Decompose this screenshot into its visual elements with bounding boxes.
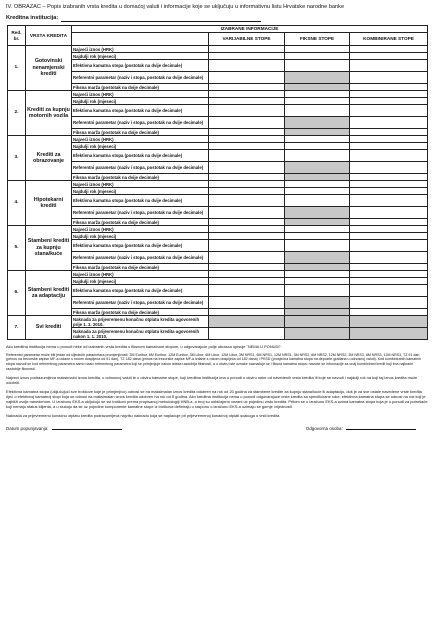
param-label: Naknada za prijevremenu konačnu otplatu kredita ugovorenih nakon 1. 1. 2010. (72, 328, 209, 340)
value-cell-komb[interactable] (350, 143, 428, 150)
param-label: Fiksna marža (postotak na dvije decimale) (72, 84, 209, 91)
person-field[interactable] (346, 424, 416, 430)
credit-type: Stambeni krediti za adaptaciju (26, 271, 72, 316)
value-cell-fix (285, 328, 350, 340)
value-cell-fix[interactable] (285, 207, 350, 219)
date-block (6, 424, 122, 431)
value-cell-komb[interactable] (350, 271, 428, 278)
param-label: Efektivna kamatna stopa (postotak na dvije decimale) (72, 60, 209, 72)
value-cell-fix[interactable] (285, 188, 350, 195)
value-cell-fix[interactable] (285, 150, 350, 162)
value-cell-var[interactable] (209, 150, 285, 162)
param-label: Fiksna marža (postotak na dvije decimale) (72, 309, 209, 316)
param-label: Efektivna kamatna stopa (postotak na dvije decimale) (72, 285, 209, 297)
credit-type: Gotovinski nenamjenski krediti (26, 46, 72, 91)
value-cell-fix[interactable] (285, 219, 350, 226)
header-blank (72, 33, 209, 46)
header-varijabilne: VARIJABILNE STOPE (209, 33, 285, 46)
value-cell-fix[interactable] (285, 143, 350, 150)
header-izabrane: IZABRANE INFORMACIJE (72, 26, 428, 33)
value-cell-komb[interactable] (350, 84, 428, 91)
credit-type: Stambeni krediti za kupnju stana/kuće (26, 226, 72, 271)
value-cell-komb[interactable] (350, 195, 428, 207)
value-cell-var[interactable] (209, 98, 285, 105)
value-cell-var[interactable] (209, 264, 285, 271)
value-cell-fix[interactable] (285, 252, 350, 264)
value-cell-komb[interactable] (350, 207, 428, 219)
row-number: 6. (8, 271, 26, 316)
value-cell-fix[interactable] (285, 46, 350, 53)
value-cell-fix[interactable] (285, 278, 350, 285)
date-label: Datum popunjavanja: (6, 425, 49, 431)
value-cell-fix[interactable] (285, 84, 350, 91)
value-cell-var[interactable] (209, 285, 285, 297)
value-cell-var[interactable] (209, 129, 285, 136)
value-cell-fix[interactable] (285, 271, 350, 278)
value-cell-komb[interactable] (350, 188, 428, 195)
note-4: Efektivna kamatna stopa (uključujući sve troškove koje je primjenjivo) odnosi se na maksimalan iznos kredita odobren na rok od 20 godina za stambene kredite za kupnju stana/kuće ili adaptaciju, dok je za sve ostale navedene vrste kredita riječ o efektivnoj kamatnoj stopi koja se odnosi na maksimalan iznos kredita odobren na rok od 5 godina. Ako kreditna institucija nema u ponudi odgovarajuće vrste kredita sa specificirane roke, efektivna kamatna stopa se odnosi na rok koji je najbliži ovdje navedenom. U izračunu EKS-a uključuju se svi troškovi prema propisanoj metodologiji HNB-a, a broj su uobičajeno vezani uz pojedinu vrstu kredita. Pritom se u izračunu EKS-a uzima kamatna stopa koja je u ponudi za potrošače koji nemaju status klijenta, a u slučaju da se uz pojedine komponente kamatne stope iz troškova definiraju u rasponu u izračunu EKS-a uzimaju se gornje vrijednosti. (6, 388, 428, 410)
value-cell-var[interactable] (209, 105, 285, 117)
row-number: 4. (8, 181, 26, 226)
credit-type: Hipotekarni krediti (26, 181, 72, 226)
value-cell-var[interactable] (209, 328, 285, 340)
value-cell-fix[interactable] (285, 136, 350, 143)
value-cell-fix[interactable] (285, 53, 350, 60)
value-cell-fix[interactable] (285, 105, 350, 117)
value-cell-fix[interactable] (285, 174, 350, 181)
param-label: Najdulji rok (mjeseci) (72, 233, 209, 240)
value-cell-komb (350, 328, 428, 340)
value-cell-fix[interactable] (285, 285, 350, 297)
value-cell-komb[interactable] (350, 252, 428, 264)
table-row (8, 226, 428, 233)
value-cell-var[interactable] (209, 188, 285, 195)
value-cell-komb[interactable] (350, 264, 428, 271)
value-cell-var[interactable] (209, 309, 285, 316)
param-label: Referentni parametar (naziv i stopa, postotak na dvije decimale) (72, 162, 209, 174)
param-label: Fiksna marža (postotak na dvije decimale) (72, 264, 209, 271)
header-kombinirane: KOMBINIRANE STOPE (350, 33, 428, 46)
value-cell-var[interactable] (209, 226, 285, 233)
institution-line (6, 15, 431, 22)
value-cell-komb[interactable] (350, 98, 428, 105)
value-cell-fix[interactable] (285, 98, 350, 105)
value-cell-fix[interactable] (285, 60, 350, 72)
value-cell-komb[interactable] (350, 136, 428, 143)
value-cell-var[interactable] (209, 162, 285, 174)
value-cell-fix[interactable] (285, 162, 350, 174)
value-cell-komb[interactable] (350, 46, 428, 53)
value-cell-komb[interactable] (350, 60, 428, 72)
value-cell-var[interactable] (209, 297, 285, 309)
value-cell-fix[interactable] (285, 91, 350, 98)
value-cell-komb[interactable] (350, 117, 428, 129)
param-label: Fiksna marža (postotak na dvije decimale) (72, 174, 209, 181)
table-row (8, 316, 428, 328)
value-cell-komb[interactable] (350, 162, 428, 174)
param-label: Najveći iznos (HRK) (72, 136, 209, 143)
value-cell-fix[interactable] (285, 264, 350, 271)
value-cell-komb[interactable] (350, 105, 428, 117)
value-cell-komb[interactable] (350, 181, 428, 188)
value-cell-komb[interactable] (350, 174, 428, 181)
param-label: Najveći iznos (HRK) (72, 46, 209, 53)
value-cell-komb[interactable] (350, 72, 428, 84)
param-label: Referentni parametar (naziv i stopa, postotak na dvije decimale) (72, 117, 209, 129)
value-cell-komb[interactable] (350, 285, 428, 297)
credit-type: Krediti za obrazovanje (26, 136, 72, 181)
value-cell-var[interactable] (209, 271, 285, 278)
param-label: Najdulji rok (mjeseci) (72, 278, 209, 285)
value-cell-var[interactable] (209, 143, 285, 150)
value-cell-var[interactable] (209, 84, 285, 91)
param-label: Najdulji rok (mjeseci) (72, 143, 209, 150)
note-1: Ako kreditna institucija nema u ponudi neke od izabranih vrsta kredita s fiksnom kamatnom stopom, u odgovarajuće polje obrasca upisuje "NEMA U PONUDI". (6, 344, 282, 349)
row-number: 7. (8, 316, 26, 340)
param-label: Naknada za prijevremenu konačnu otplatu kredita ugovorenih prije 1. 1. 2010. (72, 316, 209, 328)
param-label: Najdulji rok (mjeseci) (72, 53, 209, 60)
value-cell-var[interactable] (209, 91, 285, 98)
value-cell-komb[interactable] (350, 91, 428, 98)
value-cell-fix[interactable] (285, 181, 350, 188)
param-label: Najveći iznos (HRK) (72, 91, 209, 98)
value-cell-var[interactable] (209, 60, 285, 72)
header-vrsta: VRSTA KREDITA (26, 26, 72, 46)
credit-type: Svi krediti (26, 316, 72, 340)
value-cell-var[interactable] (209, 207, 285, 219)
header-rb: Red. br. (8, 26, 26, 46)
table-row (8, 271, 428, 278)
value-cell-var[interactable] (209, 174, 285, 181)
param-label: Najdulji rok (mjeseci) (72, 188, 209, 195)
institution-field[interactable] (61, 15, 261, 22)
param-label: Najdulji rok (mjeseci) (72, 98, 209, 105)
param-label: Referentni parametar (naziv i stopa, postotak na dvije decimale) (72, 297, 209, 309)
param-label: Referentni parametar (naziv i stopa, postotak na dvije decimale) (72, 207, 209, 219)
value-cell-var[interactable] (209, 72, 285, 84)
note-3: Najveći iznos podrazumijeva maksimalni iznos kredita, u odnosnoj valuti te u okviru kamatne stope, koji kreditna institucija ima u ponudi u okviru neke od navedenih vrsta kredita ili koje se navodi i najdulji rok na koji taj iznos kredita može odobriti. (6, 375, 418, 386)
person-label: Odgovorna osoba: (305, 425, 343, 431)
table-row (8, 181, 428, 188)
value-cell-komb[interactable] (350, 129, 428, 136)
credit-info-table (7, 25, 428, 340)
value-cell-var[interactable] (209, 219, 285, 226)
param-label: Efektivna kamatna stopa (postotak na dvije decimale) (72, 195, 209, 207)
param-label: Efektivna kamatna stopa (postotak na dvije decimale) (72, 240, 209, 252)
signature-row (6, 424, 416, 431)
row-number: 2. (8, 91, 26, 136)
param-label: Referentni parametar (naziv i stopa, postotak na dvije decimale) (72, 72, 209, 84)
param-label: Referentni parametar (naziv i stopa, postotak na dvije decimale) (72, 252, 209, 264)
value-cell-komb[interactable] (350, 240, 428, 252)
param-label: Najveći iznos (HRK) (72, 226, 209, 233)
value-cell-var[interactable] (209, 46, 285, 53)
notes-section (6, 344, 428, 418)
value-cell-komb (350, 316, 428, 328)
value-cell-var[interactable] (209, 252, 285, 264)
value-cell-komb[interactable] (350, 233, 428, 240)
header-fiksne: FIKSNE STOPE (285, 33, 350, 46)
value-cell-komb[interactable] (350, 278, 428, 285)
value-cell-fix[interactable] (285, 72, 350, 84)
param-label: Fiksna marža (postotak na dvije decimale) (72, 129, 209, 136)
value-cell-var[interactable] (209, 278, 285, 285)
value-cell-fix[interactable] (285, 309, 350, 316)
param-label: Najveći iznos (HRK) (72, 181, 209, 188)
value-cell-var[interactable] (209, 53, 285, 60)
note-5: Naknada za prijevremenu konačnu otplatu kredita podrazumijeva najvišu naknadu koja se naplaćuje pri prijevremenoj konačnoj otplati svakoga o vrsti kredita. (6, 412, 281, 418)
value-cell-fix (285, 316, 350, 328)
value-cell-var[interactable] (209, 117, 285, 129)
value-cell-fix[interactable] (285, 226, 350, 233)
note-2: Referentni parametar može biti jedan od sljedećih parametara promjenjivosti: 3M Euribor, 6M Euribor, 12M Euribor, 3M Libor, 6M Libor, 12M Libor, 3M NRS1, 6M NRS1, 12M NRS1, 3M NRS2, 6M NRS2, 12M NRS2, 3M NRS3, 6M NRS3, 12M NRS3, TZ 91 dan (prinos na trezorske zapise MF-a izdane s rokom dospijeća od 91 dan), TZ 182 dana (prinos na trezorske zapise MF-a izdane s rokom dospijeća od 182 dana) i PKSD (prosječna kamatna stopa na depozite građana u odnosnoj valuti). Kod kombiniranih kamatnih stopa navodi se kod referentnog parametra samo naziv referentnog parametra koji se primjenjuje nakon isteka razdoblja fiksnosti, a u okviru iste oznake naznačuje se i fiksna kamatna stopa; navode se informacije za onaj kombinirani kredit koji ima najkraće razdoblje fiksnosti. (6, 352, 422, 371)
param-label: Efektivna kamatna stopa (postotak na dvije decimale) (72, 105, 209, 117)
param-label: Fiksna marža (postotak na dvije decimale) (72, 219, 209, 226)
value-cell-komb[interactable] (350, 226, 428, 233)
value-cell-var[interactable] (209, 233, 285, 240)
table-row (8, 91, 428, 98)
value-cell-komb[interactable] (350, 150, 428, 162)
table-row (8, 136, 428, 143)
value-cell-var[interactable] (209, 240, 285, 252)
value-cell-fix[interactable] (285, 195, 350, 207)
param-label: Efektivna kamatna stopa (postotak na dvije decimale) (72, 150, 209, 162)
value-cell-fix[interactable] (285, 297, 350, 309)
value-cell-var[interactable] (209, 136, 285, 143)
table-body (8, 46, 428, 340)
value-cell-fix[interactable] (285, 117, 350, 129)
value-cell-var[interactable] (209, 195, 285, 207)
value-cell-fix[interactable] (285, 129, 350, 136)
value-cell-komb[interactable] (350, 309, 428, 316)
table-row (8, 46, 428, 53)
row-number: 5. (8, 226, 26, 271)
value-cell-komb[interactable] (350, 297, 428, 309)
row-number: 3. (8, 136, 26, 181)
value-cell-var[interactable] (209, 316, 285, 328)
value-cell-fix[interactable] (285, 233, 350, 240)
person-block (306, 424, 416, 431)
value-cell-komb[interactable] (350, 219, 428, 226)
date-field[interactable] (52, 424, 122, 430)
form-title: IV. OBRAZAC – Popis izabranih vrsta kredita u domaćoj valuti i informacije koje se uključuju u informativnu listu Hrvatske narodne banke (6, 4, 345, 10)
value-cell-fix[interactable] (285, 240, 350, 252)
institution-label: Kreditna institucija: (6, 15, 59, 21)
row-number: 1. (8, 46, 26, 91)
param-label: Najveći iznos (HRK) (72, 271, 209, 278)
credit-type: Krediti za kupnju motornih vozila (26, 91, 72, 136)
value-cell-var[interactable] (209, 181, 285, 188)
value-cell-komb[interactable] (350, 53, 428, 60)
